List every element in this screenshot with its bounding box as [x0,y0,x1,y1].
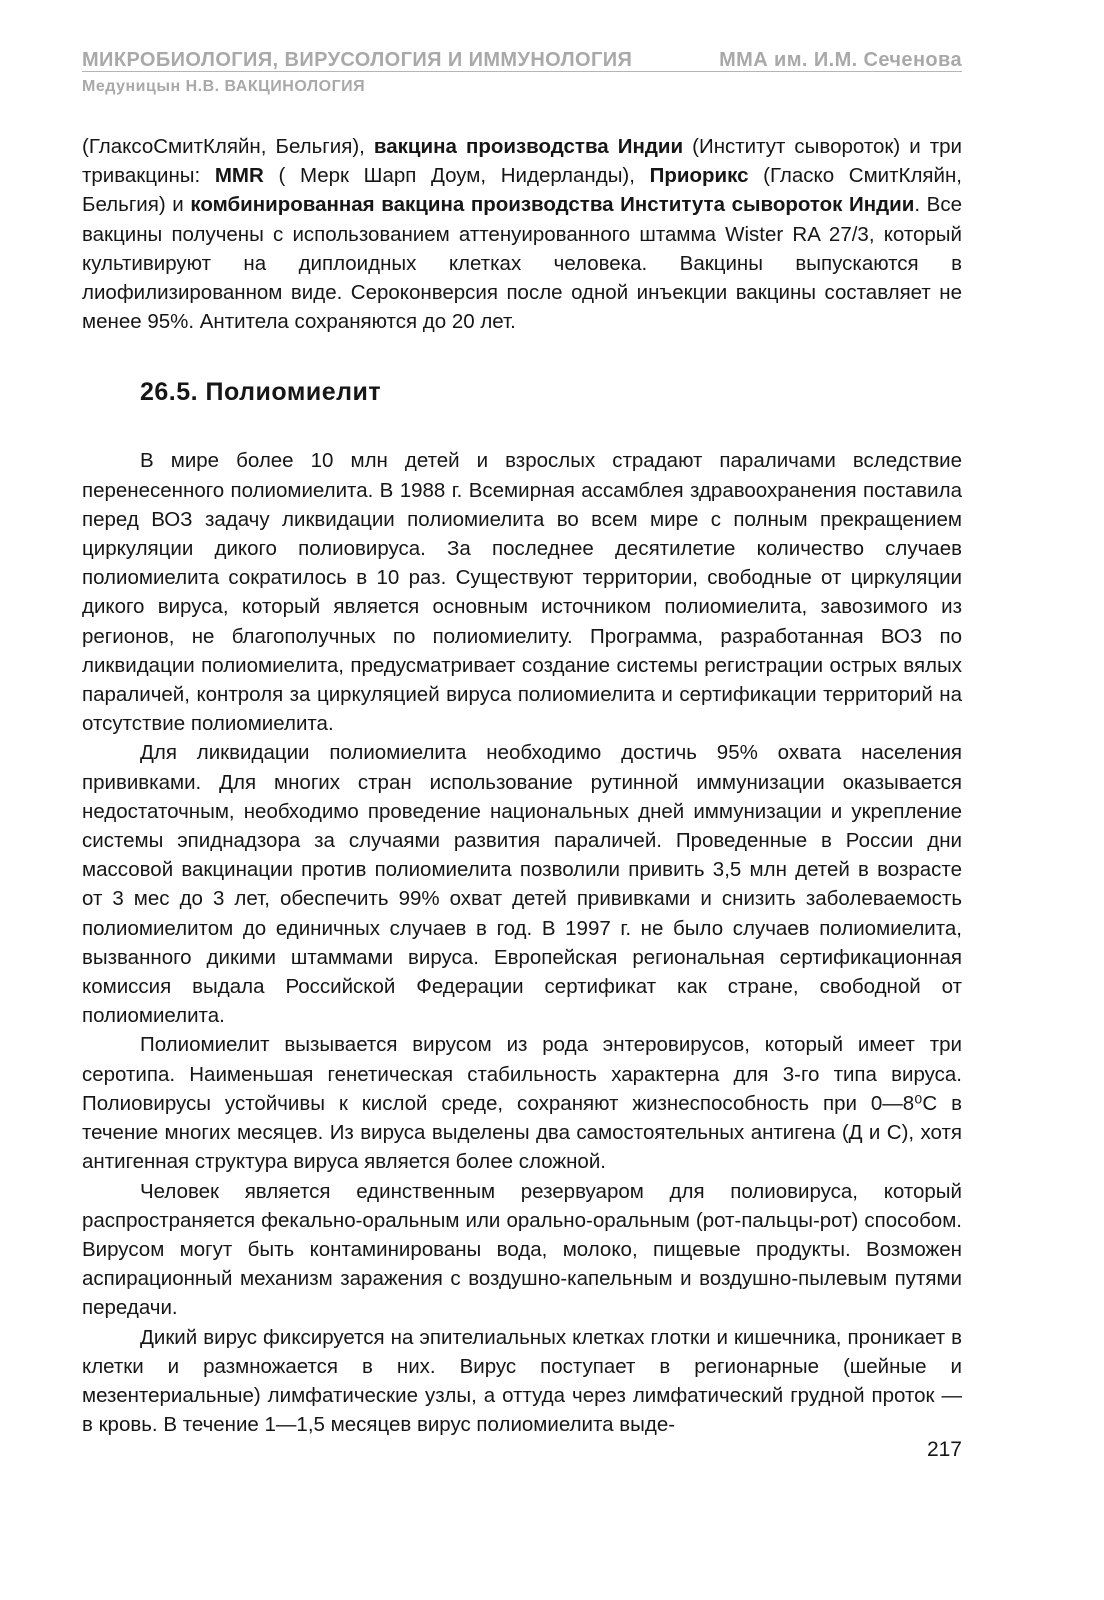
intro-bold-3: Приорикс [649,164,749,188]
intro-text-2: (Институт сывороток) и три тривакцины: [82,135,962,188]
book-series-title: МИКРОБИОЛОГИЯ, ВИРУСОЛОГИЯ И ИММУНОЛОГИЯ [82,49,633,71]
intro-text-5: . Все вакцины получены с использованием аттенуированного штамма Wister RA 27/3, который культивируют на диплоидных клетках человека. Вакцины выпускаются в лиофилизированном виде. Сероконверсия после одной инъекции вакцины составляет не менее 95%. Антитела сохраняются до 20 лет. [82,193,963,334]
running-header-top-line [82,44,962,72]
intro-text-4: (Гласко СмитКляйн, Бельгия) и [82,164,962,217]
intro-bold-1: вакцина производства Индии [373,135,684,158]
page-body [82,132,962,1439]
intro-text-3: ( Мерк Шарп Доум, Нидерланды), [263,164,650,188]
author-book-title: Медуницын Н.В. ВАКЦИНОЛОГИЯ [82,78,366,95]
intro-text-1: (ГлаксоСмитКляйн, Бельгия), [82,135,374,158]
running-header [82,44,962,96]
paragraph: Человек является единственным резервуаром для полиовируса, который распространяется фекально-оральным или орально-оральным (рот-пальцы-рот) способом. Вирусом могут быть контаминированы вода, молоко, пищевые продукты. Возможен аспирационный механизм заражения с воздушно-капельным и воздушно-пылевым путями передачи. [82,1179,962,1320]
header-rule [82,71,962,72]
intro-bold-2: MMR [214,164,264,188]
paragraph: Полиомиелит вызывается вирусом из рода энтеровирусов, который имеет три серотипа. Наименьшая генетическая стабильность характерна для 3-го типа вируса. Полиовирусы устойчивы к кислой среде, сохраняют жизнеспособность при 0—8⁰С в течение многих месяцев. Из вируса выделены два самостоятельных антигена (Д и С), хотя антигенная структура вируса является более сложной. [82,1033,962,1174]
section-heading: 26.5. Полиомиелит [140,378,382,407]
paragraph: В мире более 10 млн детей и взрослых страдают параличами вследствие перенесенного полиомиелита. В 1988 г. Всемирная ассамблея здравоохранения поставила перед ВОЗ задачу ликвидации полиомиелита во всем мире с полным прекращением циркуляции дикого полиовируса. За последнее десятилетие количество случаев полиомиелита сократилось в 10 раз. Существуют территории, свободные от циркуляции дикого вируса, который является основным источником полиомиелита, завозимого из регионов, не благополучных по полиомиелиту. Программа, разработанная ВОЗ по ликвидации полиомиелита, предусматривает создание системы регистрации острых вялых параличей, контроля за циркуляцией вируса полиомиелита и сертификации территорий на отсутствие полиомиелита. [82,449,962,736]
intro-paragraph [82,132,962,336]
intro-bold-4: комбинированная вакцина производства Института сывороток Индии [190,193,915,217]
publisher-name: ММА им. И.М. Сеченова [719,49,962,71]
paragraph: Для ликвидации полиомиелита необходимо достичь 95% охвата населения прививками. Для многих стран использование рутинной иммунизации оказывается недостаточным, необходимо проведение национальных дней иммунизации и укрепление системы эпиднадзора за случаями развития параличей. Проведенные в России дни массовой вакцинации против полиомиелита позволили привить 3,5 млн детей в возрасте от 3 мес до 3 лет, обеспечить 99% охват детей прививками и снизить заболеваемость полиомиелитом до единичных случаев в год. В 1997 г. не было случаев полиомиелита, вызванного дикими штаммами вируса. Европейская региональная сертификационная комиссия выдала Российской Федерации сертификат как стране, свободной от полиомиелита. [82,741,962,1028]
page-number: 217 [926,1438,962,1461]
paragraph: Дикий вирус фиксируется на эпителиальных клетках глотки и кишечника, проникает в клетки и размножается в них. Вирус поступает в регионарные (шейные и мезентериальные) лимфатические узлы, а оттуда через лимфатический грудной проток — в кровь. В течение 1—1,5 месяцев вирус полиомиелита выде- [82,1325,962,1437]
